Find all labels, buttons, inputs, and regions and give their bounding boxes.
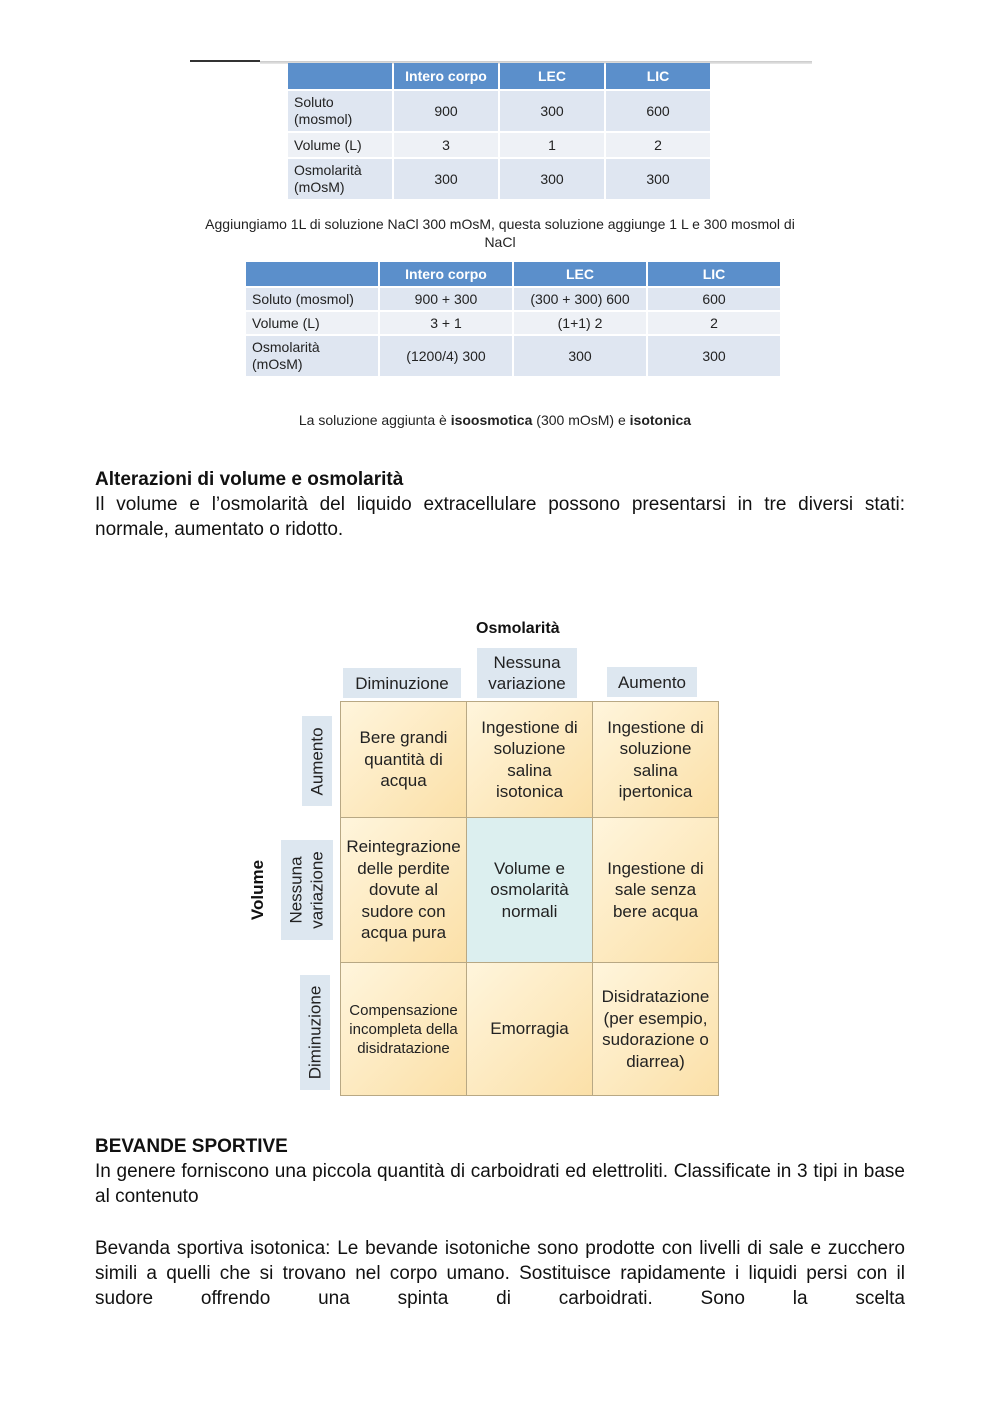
volume-axis-label: Volume bbox=[248, 859, 268, 921]
section-heading: BEVANDE SPORTIVE bbox=[95, 1136, 288, 1157]
table-row bbox=[288, 91, 710, 131]
header-empty bbox=[288, 63, 392, 89]
diagram-title: Osmolarità bbox=[476, 620, 560, 637]
table-cell: 300 bbox=[648, 336, 780, 376]
caption-bold-isotonica: isotonica bbox=[629, 412, 692, 428]
table-cell: 300 bbox=[606, 159, 710, 199]
section-body: In genere forniscono una piccola quantità di carboidrati ed elettroliti. Classificate in 3 tipi in base al contenuto bbox=[95, 1161, 905, 1207]
header-lec: LEC bbox=[500, 63, 604, 89]
matrix-cell bbox=[592, 701, 719, 818]
table-cell: 300 bbox=[500, 159, 604, 199]
table-row bbox=[246, 312, 780, 334]
table-cell: 2 bbox=[606, 133, 710, 157]
caption-text: (300 mOsM) e bbox=[532, 412, 630, 428]
matrix-cell-normal bbox=[466, 817, 593, 963]
table-cell: 2 bbox=[648, 312, 780, 334]
table-row bbox=[288, 133, 710, 157]
row-header-aumento bbox=[302, 716, 332, 806]
section-heading: Alterazioni di volume e osmolarità bbox=[95, 469, 404, 490]
table-initial bbox=[286, 61, 712, 201]
table-cell: (1+1) 2 bbox=[514, 312, 646, 334]
table-cell: 300 bbox=[514, 336, 646, 376]
matrix-cell bbox=[340, 701, 467, 818]
matrix-cell bbox=[592, 817, 719, 963]
table-cell: 3 + 1 bbox=[380, 312, 512, 334]
table-cell: 3 bbox=[394, 133, 498, 157]
row-label-text: Osmolarità (mOsM) bbox=[252, 339, 320, 372]
top-rule bbox=[190, 60, 260, 62]
section-volume-osmolarity bbox=[95, 467, 905, 542]
matrix-cell bbox=[466, 962, 593, 1096]
table-cell: 900 bbox=[394, 91, 498, 131]
row-label-text: Soluto (mosmol) bbox=[294, 94, 353, 127]
header-empty bbox=[246, 262, 378, 286]
table-row bbox=[246, 288, 780, 310]
cell-text: Ingestione di soluzione salina ipertonica bbox=[607, 717, 704, 801]
section-sports-drinks bbox=[95, 1134, 905, 1209]
conclusion-caption bbox=[195, 411, 795, 429]
row-header-text: Aumento bbox=[307, 726, 327, 796]
row-label: Soluto (mosmol) bbox=[246, 288, 378, 310]
table-cell: (300 + 300) 600 bbox=[514, 288, 646, 310]
col-header-aumento: Aumento bbox=[607, 667, 697, 697]
header-lic: LIC bbox=[606, 63, 710, 89]
table-cell: 300 bbox=[394, 159, 498, 199]
caption-text: La soluzione aggiunta è bbox=[298, 412, 451, 428]
row-label bbox=[246, 336, 378, 376]
row-label: Volume (L) bbox=[246, 312, 378, 334]
table-cell: 900 + 300 bbox=[380, 288, 512, 310]
table-cell: 600 bbox=[606, 91, 710, 131]
row-label-text: Osmolarità (mOsM) bbox=[294, 162, 362, 195]
cell-text: Reintegrazione delle perdite dovute al sudore con acqua pura bbox=[346, 837, 461, 943]
table-header-row bbox=[288, 63, 710, 89]
cell-text: Compensazione incompleta della disidratazione bbox=[349, 1001, 458, 1057]
header-lec: LEC bbox=[514, 262, 646, 286]
table-caption: Aggiungiamo 1L di soluzione NaCl 300 mOsM, questa soluzione aggiunge 1 L e 300 mosmol di NaCl bbox=[205, 216, 795, 250]
cell-text: Ingestione di soluzione salina isotonica bbox=[481, 717, 578, 801]
col-header-diminuzione: Diminuzione bbox=[343, 668, 461, 698]
table-row bbox=[288, 159, 710, 199]
matrix-cell bbox=[340, 962, 467, 1096]
table-cell: (1200/4) 300 bbox=[380, 336, 512, 376]
caption-bold-isoosmotica: isoosmotica bbox=[450, 412, 533, 428]
paragraph-isotonic-drink: Bevanda sportiva isotonica: Le bevande isotoniche sono prodotte con livelli di sale e zucchero simili a quelli che si trovano nel corpo umano. Sostituisce rapidamente i liquidi persi con il sudore offrendo una spinta di carboidrati. Sono la scelta bbox=[95, 1238, 905, 1309]
section-body: Il volume e l’osmolarità del liquido extracellulare possono presentarsi in tre diversi stati: normale, aumentato o ridotto. bbox=[95, 494, 905, 540]
table-cell: 600 bbox=[648, 288, 780, 310]
table-after-addition bbox=[244, 260, 782, 378]
table-cell: 1 bbox=[500, 133, 604, 157]
row-header-diminuzione bbox=[300, 975, 330, 1090]
row-label bbox=[288, 91, 392, 131]
row-header-nessuna-variazione bbox=[281, 840, 333, 940]
row-header-text: Nessuna variazione bbox=[287, 851, 328, 929]
cell-text: Disidratazione (per esempio, sudorazione o diarrea) bbox=[601, 987, 710, 1071]
col-header-nessuna-variazione: Nessuna variazione bbox=[477, 648, 577, 698]
row-header-text: Diminuzione bbox=[305, 985, 325, 1080]
cell-text: Ingestione di sale senza bere acqua bbox=[607, 858, 704, 921]
table-header-row bbox=[246, 262, 780, 286]
cell-text: Volume e osmolarità normali bbox=[490, 858, 569, 921]
row-label: Volume (L) bbox=[288, 133, 392, 157]
header-intero-corpo: Intero corpo bbox=[394, 63, 498, 89]
matrix-cell bbox=[466, 701, 593, 818]
table-cell: 300 bbox=[500, 91, 604, 131]
header-lic: LIC bbox=[648, 262, 780, 286]
cell-text: Bere grandi quantità di acqua bbox=[359, 728, 448, 791]
header-intero-corpo: Intero corpo bbox=[380, 262, 512, 286]
matrix-cell bbox=[592, 962, 719, 1096]
matrix-cell bbox=[340, 817, 467, 963]
table-row bbox=[246, 336, 780, 376]
row-label bbox=[288, 159, 392, 199]
cell-text: Emorragia bbox=[490, 1019, 569, 1039]
